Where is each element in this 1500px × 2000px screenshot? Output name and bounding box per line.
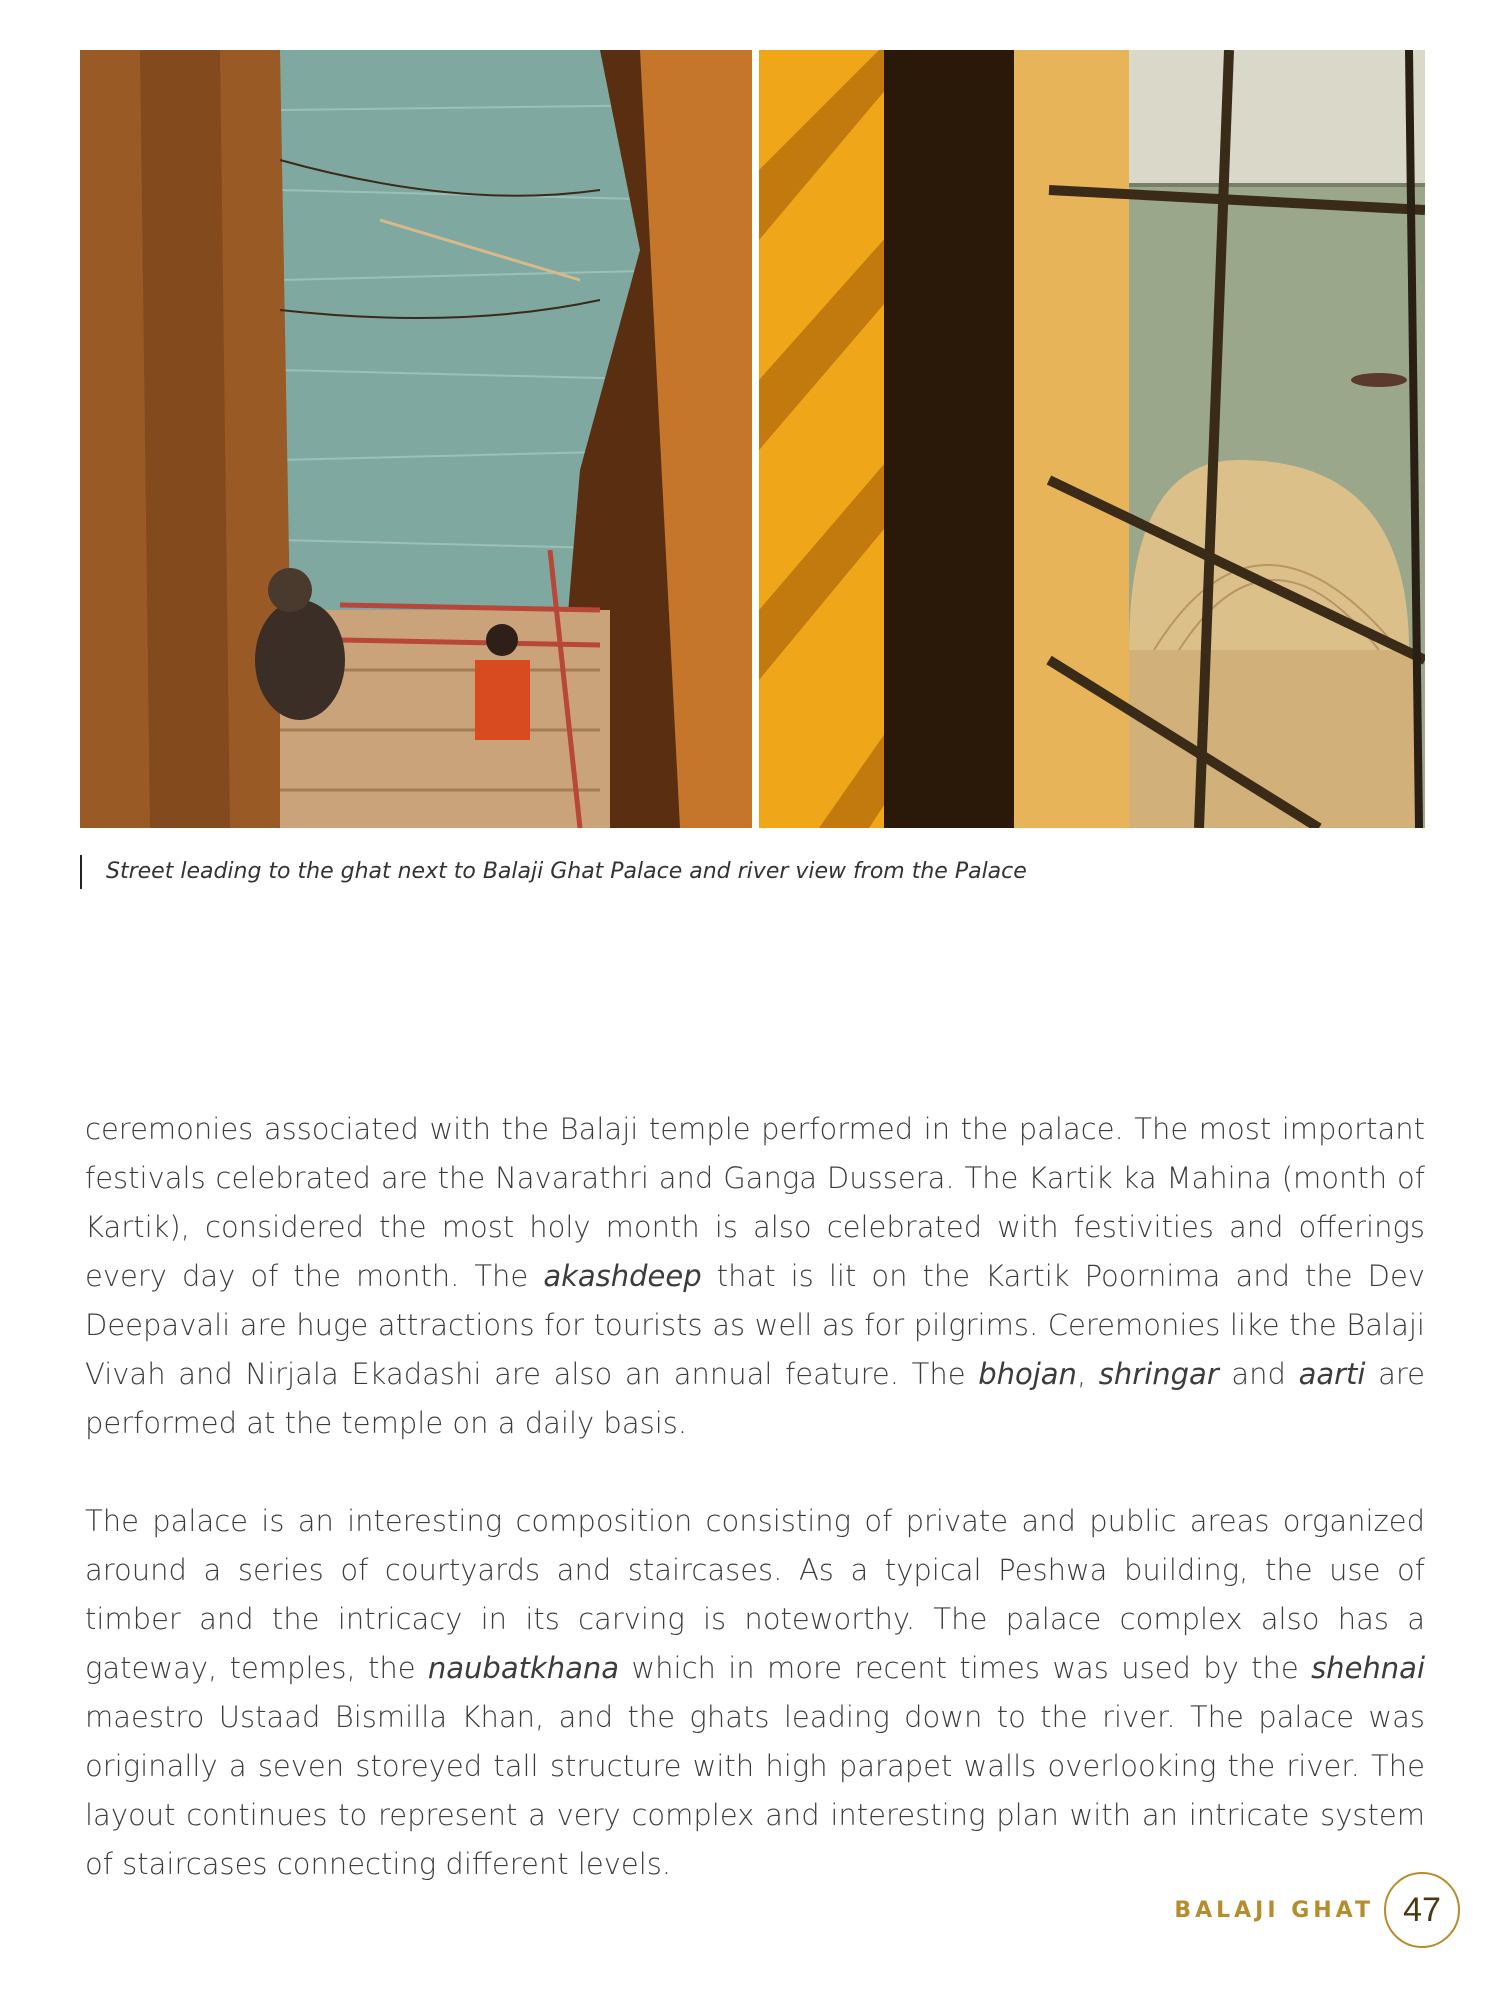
p1-italic-shringar: shringar (1098, 1357, 1219, 1391)
p1-text-2: that is lit on the Kartik Poornima and the Dev Deepavali are huge attractions for tourists as well as for pilgrims. Ceremonies like the Balaji Vivah and Nirjala Ekadashi are also an annual feature. The (85, 1259, 1425, 1391)
p1-italic-bhojan: bhojan (978, 1357, 1077, 1391)
p1-italic-aarti: aarti (1298, 1357, 1366, 1391)
photo-caption: Street leading to the ghat next to Balaji Ghat Palace and river view from the Palace (80, 855, 1027, 889)
street-to-ghat-photo (80, 50, 752, 828)
p1-text-5: are performed at the temple on a daily basis. (85, 1357, 1426, 1440)
p1-text-3: , (1076, 1357, 1099, 1391)
p2-italic-naubatkhana: naubatkhana (427, 1651, 620, 1685)
p2-text-1: The palace is an interesting composition consisting of private and public areas organized around a series of courtyards and staircases. As a typical Peshwa building, the use of timber and the intricacy in its carving is noteworthy. The palace complex also has a gateway, temples, the (85, 1504, 1425, 1685)
p1-text-1: ceremonies associated with the Balaji temple performed in the palace. The most important festivals celebrated are the Navarathri and Ganga Dussera. The Kartik ka Mahina (month of Kartik), considered the most holy month is also celebrated with festivities and offerings every day of the month. The (85, 1112, 1425, 1293)
street-to-ghat-image (80, 50, 752, 828)
p1-italic-akashdeep: akashdeep (543, 1259, 702, 1293)
section-title: BALAJI GHAT (1174, 1897, 1374, 1923)
p2-text-3: maestro Ustaad Bismilla Khan, and the ghats leading down to the river. The palace was originally a seven storeyed tall structure with high parapet walls overlooking the river. The layout continues to represent a very complex and interesting plan with an intricate system of staircases connecting different levels. (85, 1700, 1425, 1881)
p2-text-2: which in more recent times was used by the (619, 1651, 1312, 1685)
p2-italic-shehnai: shehnai (1311, 1651, 1425, 1685)
page-number: 47 (1384, 1872, 1460, 1948)
body-paragraph-1 (85, 1105, 1425, 1448)
photo-pair (80, 50, 1425, 828)
body-paragraph-2 (85, 1497, 1425, 1889)
p1-text-4: and (1218, 1357, 1299, 1391)
page-footer (1174, 1870, 1460, 1950)
river-view-photo (759, 50, 1425, 828)
river-view-image (759, 50, 1425, 828)
